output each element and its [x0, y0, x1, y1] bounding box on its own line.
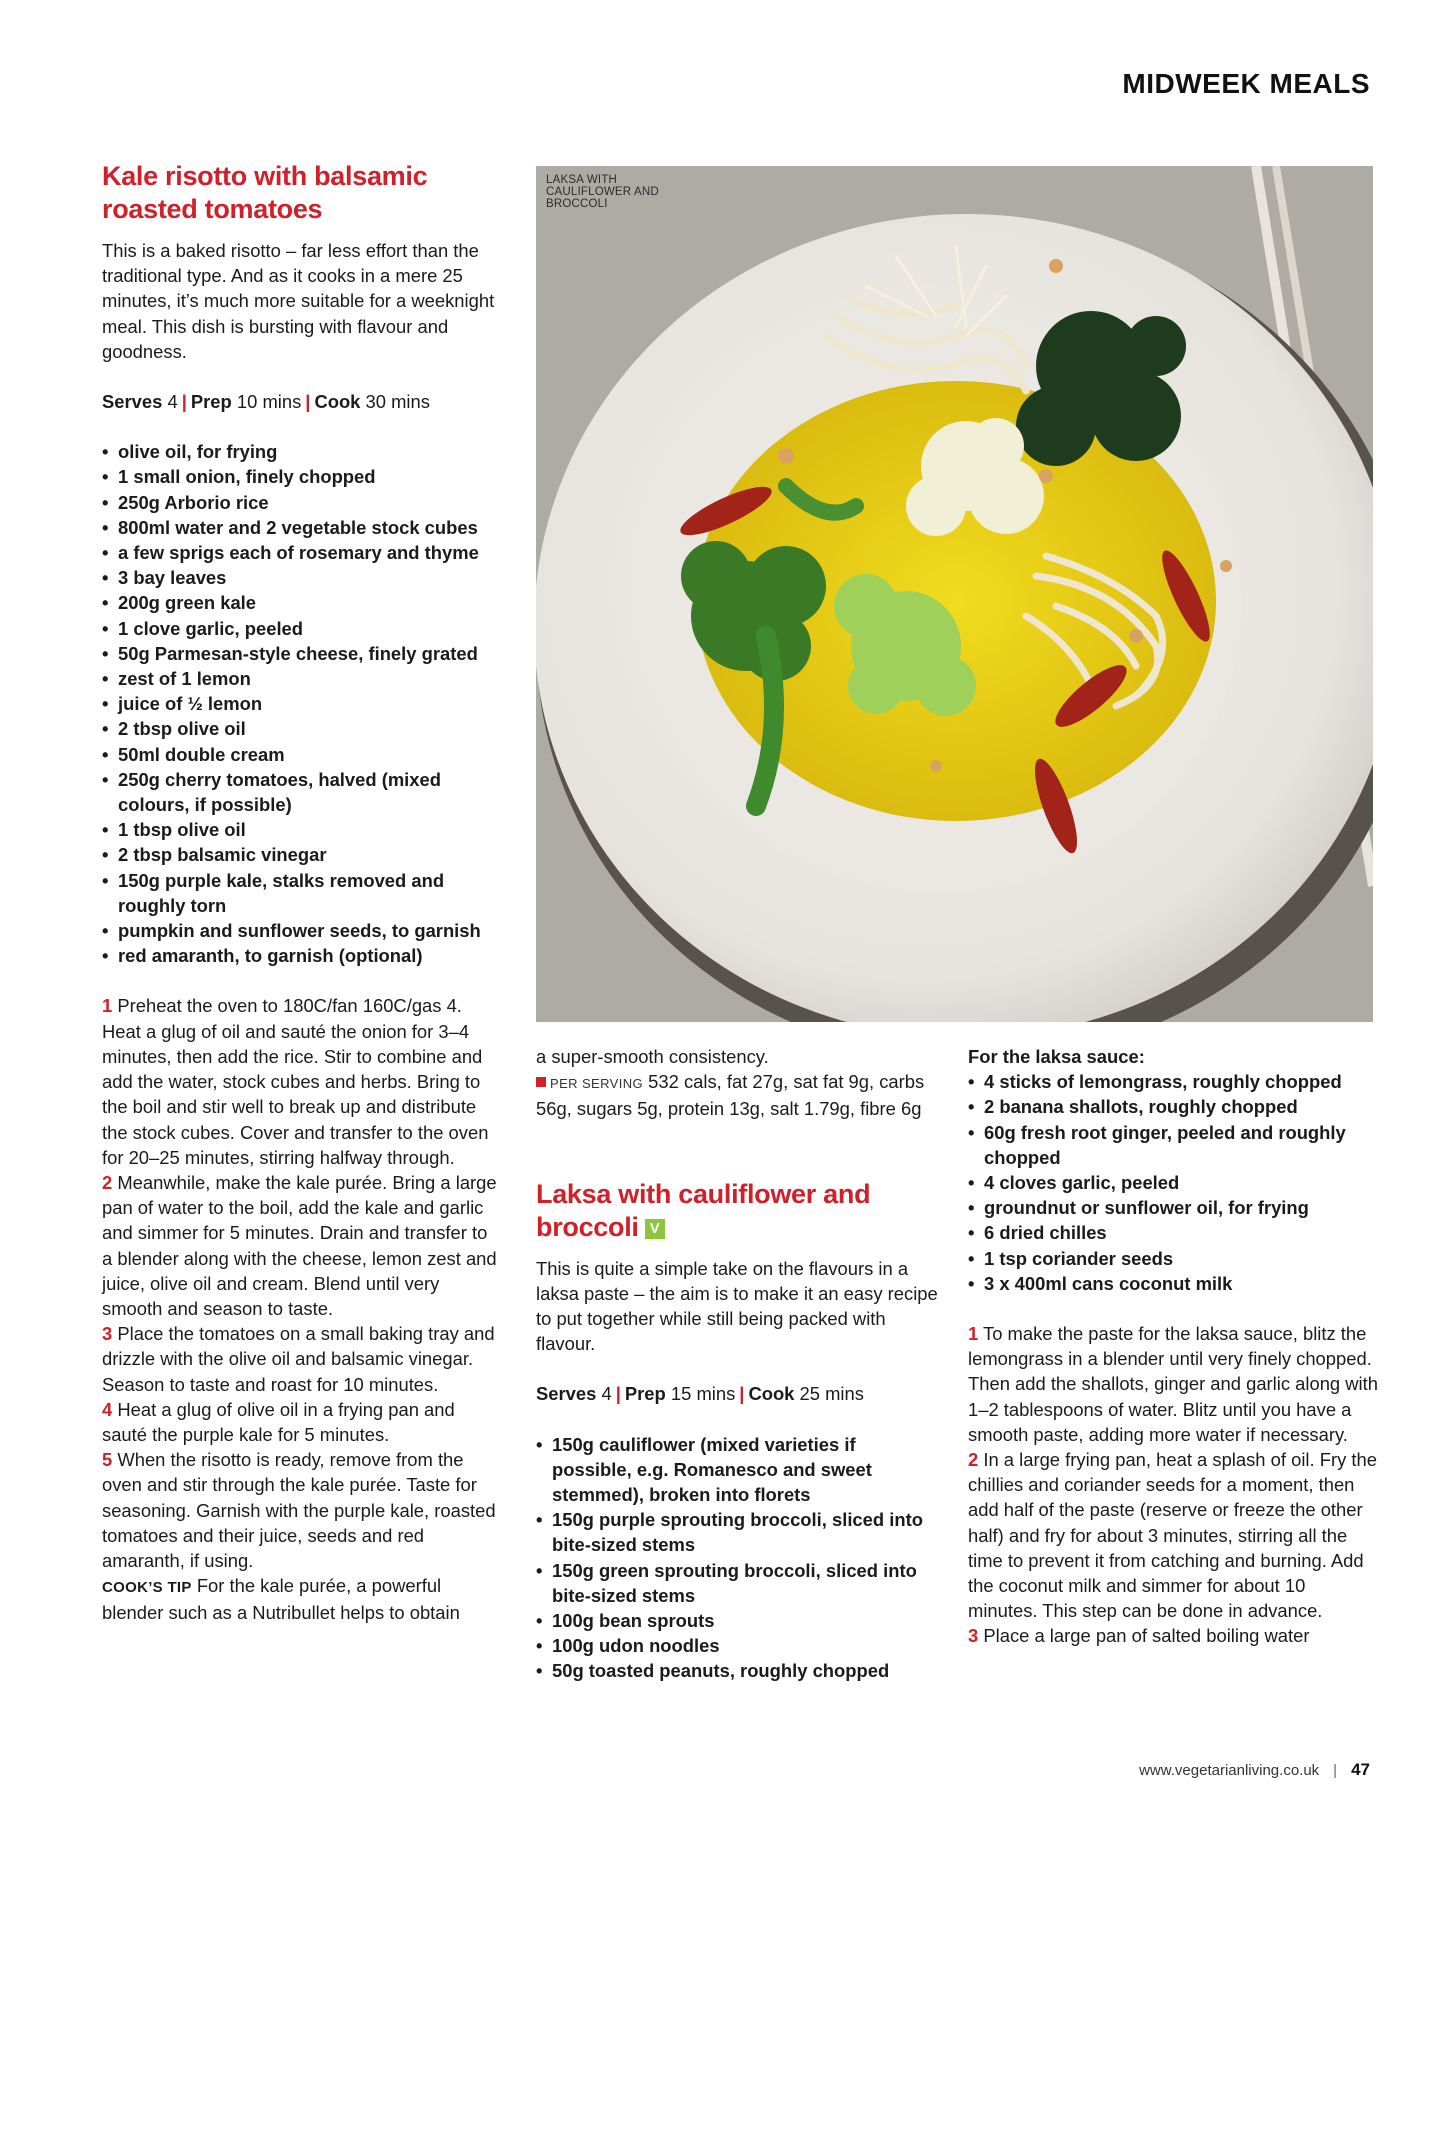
ingredient-item: • 250g cherry tomatoes, halved (mixed colours, if possible) [102, 767, 502, 817]
cook-value: 25 mins [799, 1383, 864, 1405]
ingredient-item: • pumpkin and sunflower seeds, to garnish [102, 918, 502, 943]
ingredient-item: • 4 sticks of lemongrass, roughly chopped [968, 1069, 1378, 1094]
cook-label: Cook [314, 391, 361, 413]
ingredient-item: • 4 cloves garlic, peeled [968, 1170, 1378, 1195]
ingredient-item: • 3 x 400ml cans coconut milk [968, 1271, 1378, 1296]
recipe2-column [536, 1044, 938, 1709]
recipe2-ingredients [536, 1432, 938, 1684]
serves-label: Serves [102, 391, 163, 413]
recipe1-ingredients [102, 439, 502, 968]
ingredient-item: • 2 banana shallots, roughly chopped [968, 1094, 1378, 1119]
ingredient-item: • zest of 1 lemon [102, 666, 502, 691]
recipe1-step [102, 993, 502, 1169]
serves-value: 4 [601, 1383, 612, 1405]
ingredient-item: • a few sprigs each of rosemary and thyme [102, 540, 502, 565]
ingredient-item: • 1 small onion, finely chopped [102, 464, 502, 489]
recipe1-title: Kale risotto with balsamic roasted tomatoes [102, 161, 428, 224]
sauce-ingredients [968, 1069, 1378, 1296]
ingredient-item: • 100g udon noodles [536, 1633, 938, 1658]
ingredient-item: • olive oil, for frying [102, 439, 502, 464]
step-number: 3 [968, 1625, 979, 1647]
recipe2-intro: This is quite a simple take on the flavours in a laksa paste – the aim is to make it an easy recipe to put together while still being packed with flavour. [536, 1257, 938, 1355]
step-text: Meanwhile, make the kale purée. Bring a large pan of water to the boil, add the kale and garlic and simmer for 5 minutes. Drain and transfer to a blender along with the cheese, lemon zest and juice, olive oil and cream. Blend until very smooth and season to taste. [102, 1171, 497, 1319]
recipe1-step [102, 1397, 502, 1447]
ingredient-item: • 6 dried chilles [968, 1220, 1378, 1245]
sauce-heading: For the laksa sauce: [968, 1046, 1145, 1067]
step-text: When the risotto is ready, remove from the oven and stir through the kale purée. Taste for seasoning. Garnish with the purple kale, roasted tomatoes and their juice, seeds and red amaranth, if using. [102, 1449, 496, 1571]
recipe1-intro: This is a baked risotto – far less effort than the traditional type. And as it cooks in a mere 25 minutes, it’s much more suitable for a weeknight meal. This dish is bursting with flavour and goodness. [102, 240, 495, 362]
step-number: 1 [102, 995, 113, 1017]
step-number: 2 [102, 1171, 113, 1193]
cooks-tip-text: For the kale purée, a powerful blender such as a Nutribullet helps to obtain [102, 1575, 460, 1624]
ingredient-item: • 2 tbsp balsamic vinegar [102, 842, 502, 867]
step-number: 5 [102, 1449, 113, 1471]
cooks-tip-label: COOK’S TIP [102, 1579, 192, 1597]
page-footer: www.vegetarianliving.co.uk | 47 [1139, 1760, 1370, 1779]
laksa-photo [536, 166, 1373, 1022]
ingredient-item: • groundnut or sunflower oil, for frying [968, 1195, 1378, 1220]
nutrition-label: PER SERVING [550, 1076, 644, 1092]
laksa-bowl-illustration [536, 166, 1373, 1022]
ingredient-item: • 50ml double cream [102, 742, 502, 767]
nutrition-info [536, 1069, 938, 1121]
step-text: Preheat the oven to 180C/fan 160C/gas 4. Heat a glug of oil and sauté the onion for 3–4 minutes, then add the rice. Stir to combine and add the water, stock cubes and herbs. Bring to the boil and stir well to break up and distribute the stock cubes. Cover and transfer to the oven for 20–25 minutes, stirring halfway through. [102, 995, 489, 1168]
serves-label: Serves [536, 1383, 597, 1405]
recipe1-serves-line: Serves 4 | Prep 10 mins | Cook 30 mins [102, 391, 430, 413]
ingredient-item: • 1 tbsp olive oil [102, 817, 502, 842]
prep-label: Prep [190, 391, 232, 413]
section-title: MIDWEEK MEALS [1122, 68, 1370, 99]
recipe2-step [968, 1321, 1378, 1447]
nutrition-marker [536, 1077, 546, 1087]
ingredient-item: • 200g green kale [102, 590, 502, 615]
prep-value: 15 mins [670, 1383, 736, 1405]
prep-label: Prep [624, 1383, 666, 1405]
recipe2-sauce-column [968, 1044, 1378, 1649]
cooks-tip [102, 1573, 502, 1625]
recipe1-step [102, 1170, 502, 1321]
ingredient-item: • juice of ½ lemon [102, 691, 502, 716]
ingredient-item: • 3 bay leaves [102, 565, 502, 590]
ingredient-item: • 100g bean sprouts [536, 1608, 938, 1633]
ingredient-item: • 60g fresh root ginger, peeled and roughly chopped [968, 1120, 1378, 1170]
serves-value: 4 [167, 391, 178, 413]
ingredient-item: • red amaranth, to garnish (optional) [102, 943, 502, 968]
recipe1-step [102, 1321, 502, 1397]
recipe2-step [968, 1447, 1378, 1623]
ingredient-item: • 150g purple sprouting broccoli, sliced into bite-sized stems [536, 1507, 938, 1557]
cook-value: 30 mins [365, 391, 430, 413]
recipe1-step [102, 1447, 502, 1573]
step-text: Place a large pan of salted boiling water [983, 1625, 1310, 1647]
step-number: 2 [968, 1449, 979, 1471]
ingredient-item: • 1 clove garlic, peeled [102, 616, 502, 641]
ingredient-item: • 800ml water and 2 vegetable stock cubes [102, 515, 502, 540]
recipe2-title-text: Laksa with cauliflower and broccoli [536, 1178, 871, 1242]
step-number: 1 [968, 1323, 979, 1345]
recipe1-column [102, 160, 502, 1626]
ingredient-item: • 50g toasted peanuts, roughly chopped [536, 1658, 938, 1683]
step-number: 4 [102, 1398, 113, 1420]
step-text: Place the tomatoes on a small baking tray and drizzle with the olive oil and balsamic vinegar. Season to taste and roast for 10 minutes. [102, 1323, 495, 1395]
nutrition-text: 532 cals, fat 27g, sat fat 9g, carbs 56g, sugars 5g, protein 13g, salt 1.79g, fibre 6g [536, 1071, 925, 1120]
ingredient-item: • 1 tsp coriander seeds [968, 1246, 1378, 1271]
ingredient-item: • 50g Parmesan-style cheese, finely grated [102, 641, 502, 666]
prep-value: 10 mins [236, 391, 302, 413]
ingredient-item: • 150g cauliflower (mixed varieties if possible, e.g. Romanesco and sweet stemmed), broken into florets [536, 1432, 938, 1508]
cook-label: Cook [748, 1383, 795, 1405]
ingredient-item: • 150g purple kale, stalks removed and roughly torn [102, 868, 502, 918]
recipe2-serves-line: Serves 4 | Prep 15 mins | Cook 25 mins [536, 1383, 864, 1405]
step-number: 3 [102, 1323, 113, 1345]
step-text: To make the paste for the laksa sauce, blitz the lemongrass in a blender until very finely chopped. Then add the shallots, ginger and garlic along with 1–2 tablespoons of water. Blitz until you have a smooth paste, adding more water if necessary. [968, 1323, 1378, 1445]
step-text: In a large frying pan, heat a splash of oil. Fry the chillies and coriander seeds for a moment, then add half of the paste (reserve or freeze the other half) and fry for about 3 minutes, stirring all the time to prevent it from catching and burning. Add the coconut milk and simmer for about 10 minutes. This step can be done in advance. [968, 1449, 1377, 1622]
recipe2-title [536, 1178, 938, 1244]
ingredient-item: • 150g green sprouting broccoli, sliced into bite-sized stems [536, 1558, 938, 1608]
recipe2-step [968, 1623, 1378, 1648]
photo-caption: LAKSA WITH CAULIFLOWER AND BROCCOLI [546, 174, 659, 210]
step-text: Heat a glug of olive oil in a frying pan and sauté the purple kale for 5 minutes. [102, 1398, 455, 1445]
page-number: 47 [1351, 1760, 1370, 1779]
ingredient-item: • 250g Arborio rice [102, 490, 502, 515]
ingredient-item: • 2 tbsp olive oil [102, 716, 502, 741]
vegan-badge: V [645, 1219, 665, 1239]
cooks-tip-continued: a super-smooth consistency. [536, 1046, 769, 1067]
footer-url[interactable]: www.vegetarianliving.co.uk [1139, 1762, 1320, 1779]
